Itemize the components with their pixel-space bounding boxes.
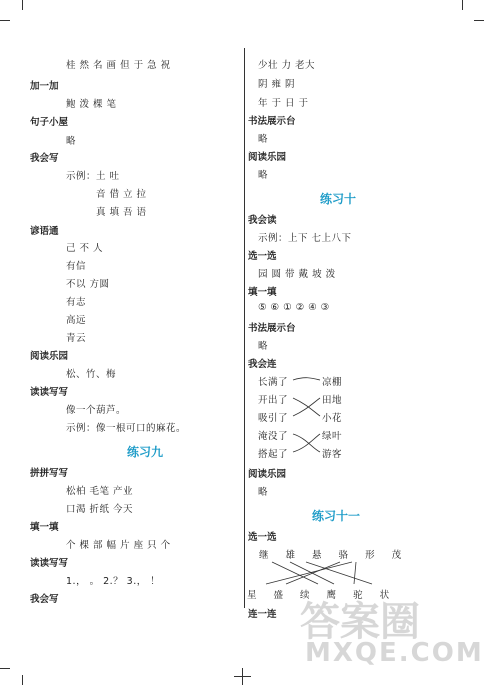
char-row: 桂 然 名 画 但 于 急 祝 — [66, 60, 171, 71]
match-right-item: 小花 — [322, 413, 343, 424]
watermark-url: MXQE.COM — [305, 638, 484, 668]
answer-line: 略 — [258, 341, 269, 352]
match-left-item: 开出了 — [258, 395, 289, 406]
proverb-line: 己 不 人 — [66, 243, 104, 254]
section-heading: 连一连 — [248, 609, 277, 620]
proverb-line: 有信 — [66, 261, 87, 272]
answer-line: 略 — [258, 134, 269, 145]
section-heading: 填一填 — [248, 287, 277, 298]
section-heading: 我会写 — [30, 153, 59, 164]
section-heading: 书法展示台 — [248, 323, 296, 334]
answer-line: 1.， 。 2.？ 3.， ！ — [66, 576, 161, 587]
section-heading: 填一填 — [30, 522, 59, 533]
match-right-item: 游客 — [322, 449, 343, 460]
proverb-line: 高远 — [66, 315, 87, 326]
answer-line: 示例：上下 七上八下 — [258, 233, 352, 244]
answer-line: 略 — [258, 487, 269, 498]
answer-line: ⑤ ⑥ ① ② ④ ③ — [258, 302, 330, 313]
char-row: 星 盛 续 鹰 驼 状 — [247, 590, 397, 601]
watermark-logo: 答案圈 — [300, 599, 420, 645]
answer-line: 松柏 毛笔 产业 — [66, 486, 134, 497]
section-heading: 谚语通 — [30, 226, 59, 237]
section-heading: 书法展示台 — [248, 116, 296, 127]
section-heading: 我会读 — [248, 215, 277, 226]
proverb-line: 不以 方圆 — [66, 279, 110, 290]
answer-line: 年 于 日 于 — [258, 98, 309, 109]
proverb-line: 青云 — [66, 333, 87, 344]
proverb-line: 有志 — [66, 297, 87, 308]
answer-line: 真 填 吾 语 — [96, 207, 147, 218]
answer-line: 阴 雍 阴 — [258, 79, 296, 90]
answer-line: 松、竹、梅 — [66, 369, 117, 380]
answer-line: 示例：土 吐 — [66, 171, 120, 182]
section-heading: 阅读乐园 — [248, 152, 287, 163]
char-row: 继 雄 悬 骆 形 茂 — [259, 550, 409, 561]
answer-line: 少壮 力 老大 — [258, 60, 316, 71]
exercise-title: 练习十 — [320, 192, 357, 206]
answer-line: 像一个葫芦。 — [66, 405, 127, 416]
match-left-item: 搭起了 — [258, 449, 289, 460]
answer-line: 音 借 立 拉 — [96, 189, 147, 200]
match-right-item: 绿叶 — [322, 431, 343, 442]
match-left-item: 吸引了 — [258, 413, 289, 424]
answer-line: 个 棵 部 幅 片 座 只 个 — [66, 540, 171, 551]
match-left-item: 淹没了 — [258, 431, 289, 442]
answer-line: 示例：像一根可口的麻花。 — [66, 423, 187, 434]
section-heading: 我会连 — [248, 359, 277, 370]
answer-line: 略 — [66, 136, 77, 147]
section-heading: 选一选 — [248, 532, 277, 543]
match-left-item: 长满了 — [258, 377, 289, 388]
exercise-title: 练习九 — [127, 445, 164, 459]
section-heading: 我会写 — [30, 594, 59, 605]
section-heading: 阅读乐园 — [30, 351, 69, 362]
section-heading: 读读写写 — [30, 558, 69, 569]
section-heading: 加一加 — [30, 81, 59, 92]
answer-line: 鲍 泼 棵 笔 — [66, 99, 117, 110]
answer-line: 园 圆 带 戴 坡 泼 — [258, 269, 336, 280]
answer-line: 口渴 折纸 今天 — [66, 504, 134, 515]
section-heading: 选一选 — [248, 251, 277, 262]
match-right-item: 凉棚 — [322, 377, 343, 388]
answer-line: 略 — [258, 170, 269, 181]
section-heading: 阅读乐园 — [248, 469, 287, 480]
section-heading: 句子小屋 — [30, 117, 69, 128]
section-heading: 读读写写 — [30, 387, 69, 398]
match-right-item: 田地 — [322, 395, 343, 406]
exercise-title: 练习十一 — [312, 509, 361, 523]
section-heading: 拼拼写写 — [30, 468, 69, 479]
